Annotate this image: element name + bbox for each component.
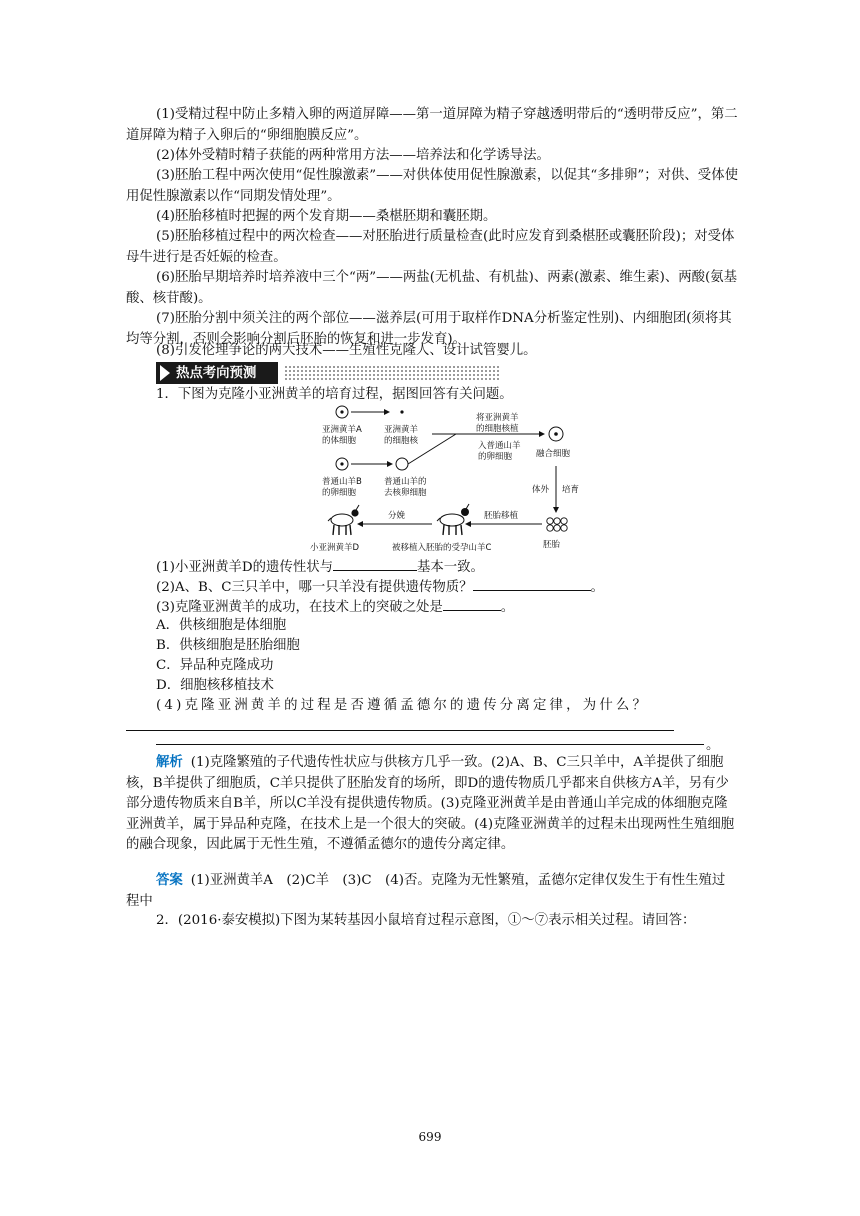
- banner-arrow-icon: [160, 365, 170, 381]
- summary-item-8: (8)引发伦理争论的两大技术——生殖性克隆人、设计试管婴儿。: [156, 343, 537, 358]
- label-b-egg-2: 的卵细胞: [322, 488, 357, 498]
- question-1-sub-2: (2)A、B、C三只羊中，哪一只羊没有提供遗传物质？ 。: [126, 576, 738, 599]
- answer-blank-1[interactable]: [333, 556, 417, 571]
- cloning-process-diagram: [306, 404, 590, 554]
- summary-item-3: (3)胚胎工程中两次使用“促性腺激素”——对供体使用促性腺激素，以促其“多排卵”；对供、受体使用促性腺激素以作“同期发情处理”。: [126, 168, 738, 204]
- label-transplant: 胚胎移植: [484, 511, 519, 521]
- label-transfer-1: 将亚洲黄羊: [476, 413, 519, 423]
- answer-line-1[interactable]: [126, 730, 674, 731]
- question-1-stem: 1．下图为克隆小亚洲黄羊的培育过程，据图回答有关问题。: [156, 387, 513, 402]
- answer-line-end: 。: [706, 738, 720, 753]
- answer-block: [126, 870, 738, 912]
- option-b: B．供核细胞是胚胎细胞: [156, 638, 300, 653]
- analysis-text: (1)克隆繁殖的子代遗传性状应与供核方几乎一致。(2)A、B、C三只羊中，A羊提供了细胞核，B羊提供了细胞质，C羊只提供了胚胎发育的场所，即D的遗传物质几乎都来自供核方A羊，另有少部分遗传物质来自B羊，所以C羊没有提供遗传物质。(3)克隆亚洲黄羊是由普通山羊完成的体细胞克隆亚洲黄羊，属于异品种克隆，在技术上是一个很大的突破。(4)克隆亚洲黄羊的过程未出现两性生殖细胞的融合现象，因此属于无性生殖，不遵循孟德尔的遗传分离定律。: [126, 755, 735, 852]
- summary-item-2: (2)体外受精时精子获能的两种常用方法——培养法和化学诱导法。: [156, 148, 550, 163]
- label-transfer-2: 的细胞核植: [476, 424, 519, 434]
- option-d: D．细胞核移植技术: [156, 678, 274, 693]
- label-culture-right: 培育: [562, 485, 580, 495]
- option-a: A．供核细胞是体细胞: [156, 618, 287, 633]
- label-b-enucleated-1: 普通山羊的: [384, 477, 427, 487]
- label-fused-cell: 融合细胞: [536, 449, 571, 459]
- answer-label: 答案: [156, 872, 183, 888]
- small-goat-d-icon: [328, 505, 359, 535]
- nucleus-icon: [400, 410, 403, 413]
- summary-item-7: (7)胚胎分割中须关注的两个部位——滋养层(可用于取样作DNA分析鉴定性别)、内细胞团(须将其均等分割，否则会影响分割后胚胎的恢复和进一步发育)。: [126, 311, 732, 347]
- label-embryo: 胚胎: [543, 540, 561, 550]
- label-b-enucleated-2: 去核卵细胞: [384, 488, 427, 498]
- label-goat-c: 被移植入胚胎的受孕山羊C: [392, 543, 492, 553]
- question-1-sub-1: (1)小亚洲黄羊D的遗传性状与 基本一致。: [126, 556, 738, 579]
- analysis-block: [126, 752, 738, 856]
- label-into-2: 的卵细胞: [478, 452, 513, 462]
- answer-text: (1)亚洲黄羊A (2)C羊 (3)C (4)否。克隆为无性繁殖，孟德尔定律仅发生于有性生殖过程中: [126, 873, 726, 909]
- answer-line-2[interactable]: [156, 744, 704, 745]
- question-1-sub-3: (3)克隆亚洲黄羊的成功，在技术上的突破之处是 。: [126, 596, 738, 619]
- label-birth: 分娩: [388, 511, 406, 521]
- label-a-nucleus-2: 的细胞核: [384, 436, 419, 446]
- label-goat-d: 小亚洲黄羊D: [310, 543, 360, 553]
- summary-item-4: (4)胚胎移植时把握的两个发育期——桑椹胚期和囊胚期。: [156, 209, 497, 224]
- section-banner: [156, 362, 501, 384]
- banner-dotted-rule: [284, 365, 500, 381]
- answer-blank-2[interactable]: [473, 576, 591, 591]
- enucleated-egg-icon: [396, 458, 408, 470]
- pregnant-goat-c-icon: [437, 504, 469, 535]
- page-number: 699: [418, 1130, 442, 1144]
- label-a-nucleus-1: 亚洲黄羊: [384, 425, 419, 435]
- question-1-sub-4: (4)克隆亚洲黄羊的过程是否遵循孟德尔的遗传分离定律，为什么？: [156, 698, 650, 713]
- label-culture-left: 体外: [532, 485, 550, 495]
- embryo-icon: [547, 518, 567, 531]
- banner-label: 热点考向预测: [156, 362, 278, 384]
- summary-item-5: (5)胚胎移植过程中的两次检查——对胚胎进行质量检查(此时应发育到桑椹胚或囊胚阶段)；对受体母牛进行是否妊娠的检查。: [126, 229, 735, 265]
- question-2-stem: 2．(2016·泰安模拟)下图为某转基因小鼠培育过程示意图，①～⑦表示相关过程。请回答：: [156, 913, 696, 928]
- answer-blank-3[interactable]: [443, 596, 501, 611]
- analysis-label: 解析: [156, 754, 183, 770]
- label-a-cell-1: 亚洲黄羊A: [322, 425, 362, 435]
- summary-item-6: (6)胚胎早期培养时培养液中三个“两”——两盐(无机盐、有机盐)、两素(激素、维生素)、两酸(氨基酸、核苷酸)。: [126, 270, 738, 306]
- summary-item-1: (1)受精过程中防止多精入卵的两道屏障——第一道屏障为精子穿越透明带后的“透明带反应”，第二道屏障为精子入卵后的“卵细胞膜反应”。: [126, 107, 738, 143]
- label-b-egg-1: 普通山羊B: [322, 477, 362, 487]
- label-a-cell-2: 的体细胞: [322, 436, 357, 446]
- option-c: C．异品种克隆成功: [156, 658, 274, 673]
- label-into-1: 入普通山羊: [478, 441, 521, 451]
